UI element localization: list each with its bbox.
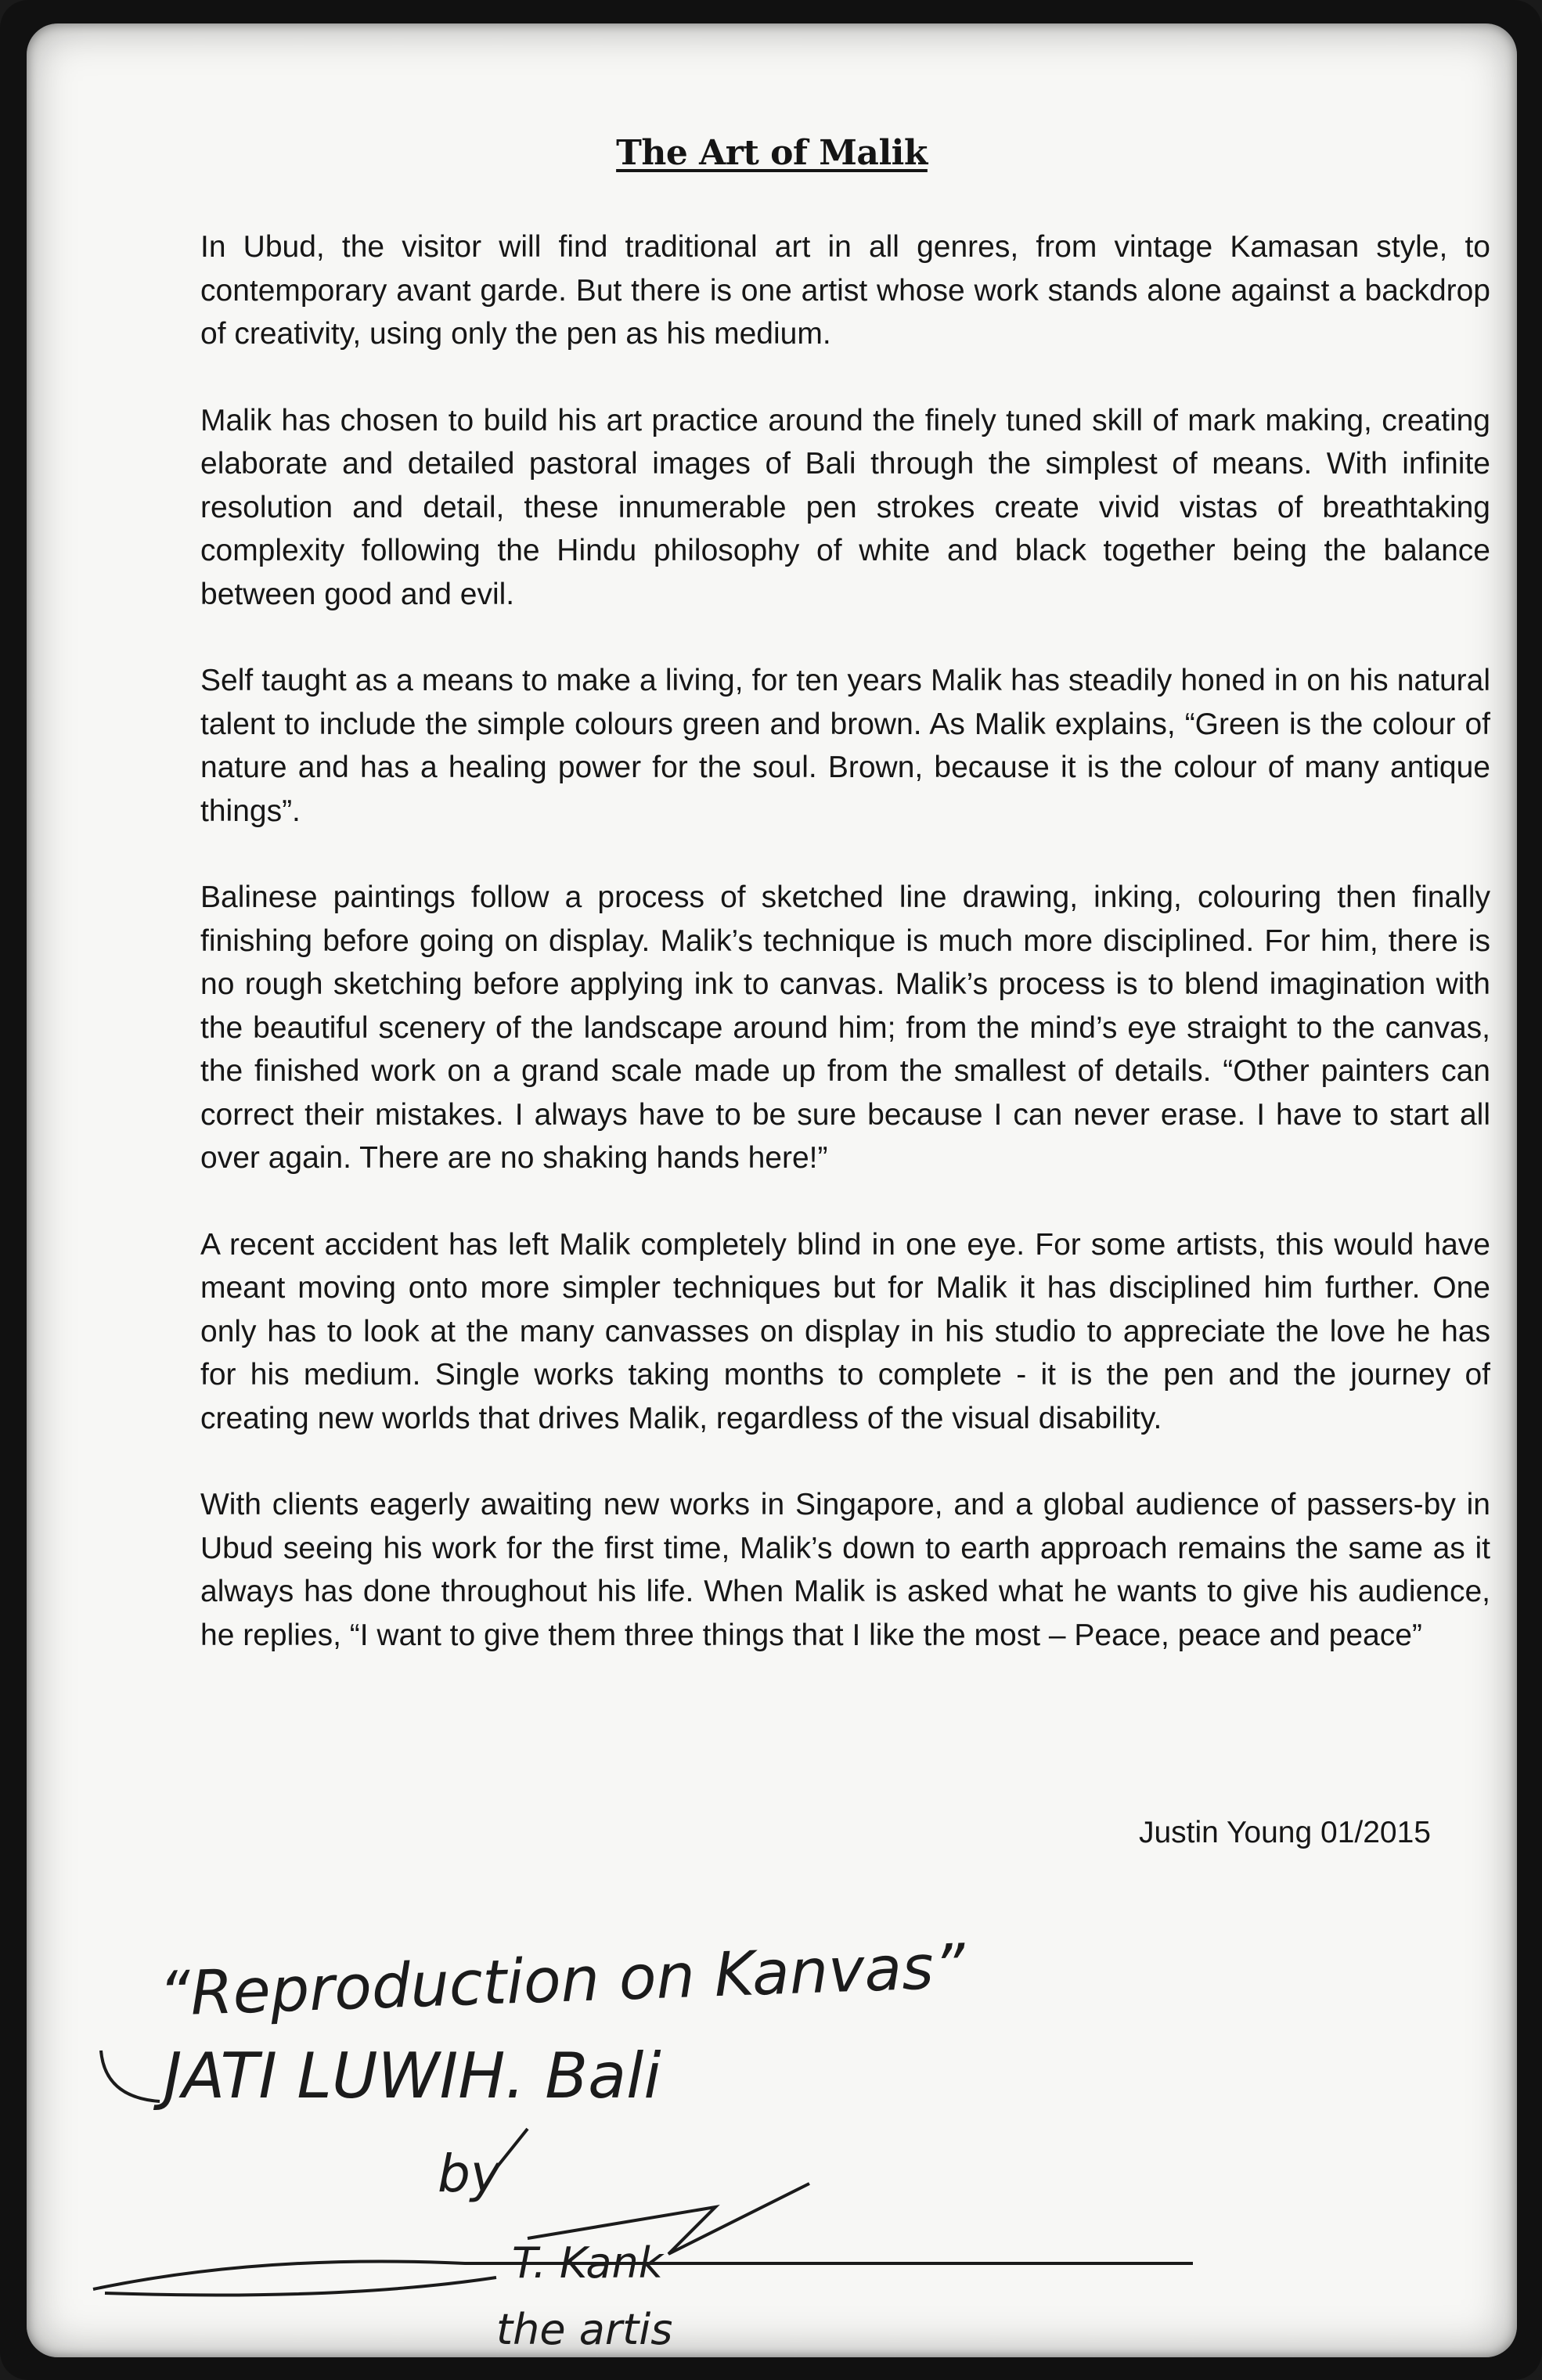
article-body [200, 225, 1490, 1700]
paragraph-4: Balinese paintings follow a process of sketched line drawing, inking, colouring then finally finishing before going on display. Malik’s technique is much more disciplined. For him, there is no rough sketching before applying ink to canvas. Malik’s process is to blend imagination with the beautiful scenery of the landscape around him; from the mind’s eye straight to the canvas, the finished work on a grand scale made up from the smallest of details. “Other painters can correct their mistakes. I always have to be sure because I can never erase. I have to start all over again. There are no shaking hands here!” [200, 880, 1490, 1175]
signature-stroke [93, 2129, 1193, 2289]
page-title: The Art of Malik [616, 133, 928, 173]
paragraph-1: In Ubud, the visitor will find traditional art in all genres, from vintage Kamasan style, to contemporary avant garde. But there is one artist whose work stands alone against a backdrop of creativity, using only the pen as his medium. [200, 230, 1490, 351]
signature: T. Kank [512, 2238, 663, 2288]
hook-stroke [101, 2051, 160, 2101]
paragraph-2: Malik has chosen to build his art practice around the finely tuned skill of mark making, creating elaborate and detailed pastoral images of Bali through the simplest of means. With infinite resolution and detail, these innumerable pen strokes create vivid vistas of breathtaking complexity following the Hindu philosophy of white and black together being the balance between good and evil. [200, 403, 1490, 611]
signature-underline [105, 2277, 496, 2295]
author-byline: Justin Young 01/2015 [1138, 1816, 1431, 1849]
handwritten-line-2: JATI LUWIH. Bali [164, 2040, 661, 2112]
handwritten-line-1: “Reproduction on Kanvas” [157, 1932, 967, 2030]
document-page [27, 23, 1517, 2357]
paragraph-5: A recent accident has left Malik completely blind in one eye. For some artists, this would have meant moving onto more simpler techniques but for Malik it has disciplined him further. One only has to look at the many canvasses on display in his studio to appreciate the love he has for his medium. Single works taking months to complete - it is the pen and the journey of creating new worlds that drives Malik, regardless of the visual disability. [200, 1227, 1490, 1435]
paragraph-3: Self taught as a means to make a living, for ten years Malik has steadily honed in on his natural talent to include the simple colours green and brown. As Malik explains, “Green is the colour of nature and has a healing power for the soul. Brown, because it is the colour of many antique things”. [200, 664, 1490, 828]
paragraph-6: With clients eagerly awaiting new works in Singapore, and a global audience of passers-by in Ubud seeing his work for the first time, Malik’s down to earth approach remains the same as it always has done throughout his life. When Malik is asked what he wants to give his audience, he replies, “I want to give them three things that I like the most – Peace, peace and peace” [200, 1488, 1490, 1652]
handwritten-by: by [438, 2144, 501, 2204]
handwritten-line-4: the artis [496, 2305, 673, 2354]
